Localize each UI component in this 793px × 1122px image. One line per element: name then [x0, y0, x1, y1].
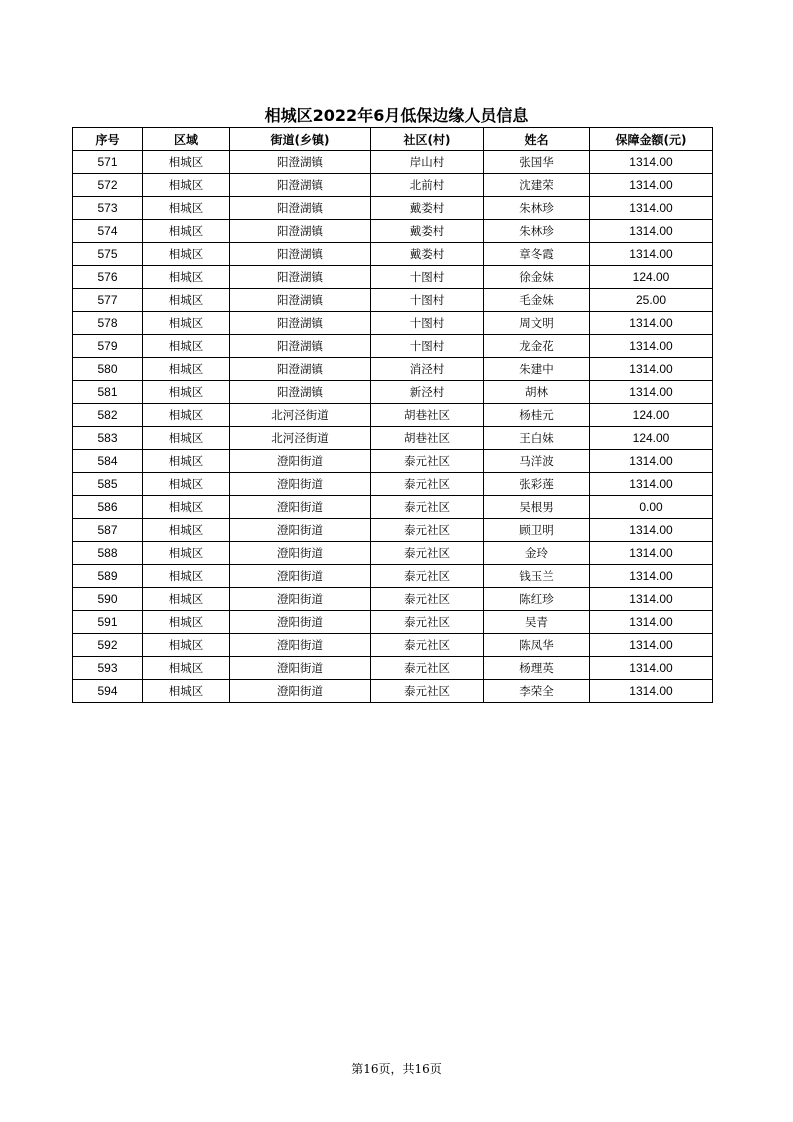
- table-row: [73, 243, 713, 266]
- page-footer: 第16页，共16页: [351, 1062, 442, 1076]
- header-name: 姓名: [484, 128, 590, 151]
- cell-name: 马洋波: [484, 450, 590, 473]
- cell-community: 泰元社区: [371, 542, 484, 565]
- cell-index: 573: [73, 197, 143, 220]
- cell-street: 澄阳街道: [230, 680, 371, 703]
- cell-street: 北河泾街道: [230, 427, 371, 450]
- table-row: [73, 151, 713, 174]
- cell-amount: 1314.00: [590, 358, 713, 381]
- table-row: [73, 197, 713, 220]
- cell-amount: 1314.00: [590, 657, 713, 680]
- cell-name: 朱建中: [484, 358, 590, 381]
- cell-index: 586: [73, 496, 143, 519]
- cell-index: 581: [73, 381, 143, 404]
- cell-name: 钱玉兰: [484, 565, 590, 588]
- cell-index: 593: [73, 657, 143, 680]
- cell-street: 澄阳街道: [230, 588, 371, 611]
- table-row: [73, 427, 713, 450]
- cell-name: 沈建荣: [484, 174, 590, 197]
- cell-amount: 1314.00: [590, 243, 713, 266]
- cell-street: 阳澄湖镇: [230, 289, 371, 312]
- header-row: [73, 128, 713, 151]
- cell-district: 相城区: [143, 450, 230, 473]
- table-row: [73, 404, 713, 427]
- cell-street: 阳澄湖镇: [230, 151, 371, 174]
- cell-index: 585: [73, 473, 143, 496]
- cell-name: 陈红珍: [484, 588, 590, 611]
- cell-index: 575: [73, 243, 143, 266]
- cell-amount: 124.00: [590, 266, 713, 289]
- cell-amount: 0.00: [590, 496, 713, 519]
- cell-community: 泰元社区: [371, 565, 484, 588]
- cell-name: 张国华: [484, 151, 590, 174]
- cell-district: 相城区: [143, 519, 230, 542]
- document-title: 相城区2022年6月低保边缘人员信息: [264, 106, 529, 125]
- cell-index: 594: [73, 680, 143, 703]
- cell-district: 相城区: [143, 151, 230, 174]
- table-row: [73, 335, 713, 358]
- cell-name: 吴青: [484, 611, 590, 634]
- cell-street: 澄阳街道: [230, 496, 371, 519]
- header-community: 社区(村): [371, 128, 484, 151]
- cell-name: 章冬霞: [484, 243, 590, 266]
- cell-amount: 1314.00: [590, 634, 713, 657]
- header-amount: 保障金额(元): [590, 128, 713, 151]
- cell-community: 十图村: [371, 312, 484, 335]
- table-row: [73, 496, 713, 519]
- cell-name: 朱林珍: [484, 197, 590, 220]
- cell-amount: 1314.00: [590, 174, 713, 197]
- cell-district: 相城区: [143, 266, 230, 289]
- cell-street: 阳澄湖镇: [230, 174, 371, 197]
- cell-index: 580: [73, 358, 143, 381]
- cell-amount: 1314.00: [590, 381, 713, 404]
- cell-district: 相城区: [143, 289, 230, 312]
- cell-name: 金玲: [484, 542, 590, 565]
- header-street: 街道(乡镇): [230, 128, 371, 151]
- table-row: [73, 266, 713, 289]
- table-body: [73, 151, 713, 703]
- cell-amount: 1314.00: [590, 680, 713, 703]
- cell-index: 588: [73, 542, 143, 565]
- cell-amount: 1314.00: [590, 542, 713, 565]
- cell-name: 杨桂元: [484, 404, 590, 427]
- recipients-table: [72, 127, 713, 703]
- cell-index: 572: [73, 174, 143, 197]
- cell-index: 574: [73, 220, 143, 243]
- cell-community: 泰元社区: [371, 519, 484, 542]
- cell-community: 岸山村: [371, 151, 484, 174]
- cell-street: 北河泾街道: [230, 404, 371, 427]
- cell-district: 相城区: [143, 657, 230, 680]
- cell-community: 消泾村: [371, 358, 484, 381]
- cell-name: 龙金花: [484, 335, 590, 358]
- cell-district: 相城区: [143, 588, 230, 611]
- table-row: [73, 588, 713, 611]
- cell-name: 朱林珍: [484, 220, 590, 243]
- cell-amount: 124.00: [590, 427, 713, 450]
- cell-amount: 124.00: [590, 404, 713, 427]
- cell-district: 相城区: [143, 220, 230, 243]
- cell-name: 杨理英: [484, 657, 590, 680]
- cell-community: 十图村: [371, 266, 484, 289]
- table-row: [73, 680, 713, 703]
- header-district: 区域: [143, 128, 230, 151]
- cell-amount: 1314.00: [590, 151, 713, 174]
- cell-amount: 1314.00: [590, 565, 713, 588]
- table-row: [73, 611, 713, 634]
- cell-name: 毛金妹: [484, 289, 590, 312]
- cell-amount: 1314.00: [590, 611, 713, 634]
- cell-index: 577: [73, 289, 143, 312]
- cell-street: 阳澄湖镇: [230, 220, 371, 243]
- cell-name: 徐金妹: [484, 266, 590, 289]
- cell-district: 相城区: [143, 634, 230, 657]
- cell-index: 578: [73, 312, 143, 335]
- cell-index: 592: [73, 634, 143, 657]
- cell-district: 相城区: [143, 496, 230, 519]
- cell-district: 相城区: [143, 404, 230, 427]
- cell-index: 582: [73, 404, 143, 427]
- cell-community: 泰元社区: [371, 496, 484, 519]
- cell-amount: 1314.00: [590, 473, 713, 496]
- cell-amount: 1314.00: [590, 519, 713, 542]
- cell-district: 相城区: [143, 243, 230, 266]
- cell-amount: 1314.00: [590, 220, 713, 243]
- table-row: [73, 473, 713, 496]
- table-row: [73, 312, 713, 335]
- cell-district: 相城区: [143, 565, 230, 588]
- cell-community: 戴娄村: [371, 243, 484, 266]
- cell-street: 阳澄湖镇: [230, 358, 371, 381]
- cell-amount: 1314.00: [590, 450, 713, 473]
- cell-street: 澄阳街道: [230, 611, 371, 634]
- cell-community: 泰元社区: [371, 473, 484, 496]
- cell-index: 584: [73, 450, 143, 473]
- cell-street: 阳澄湖镇: [230, 381, 371, 404]
- cell-district: 相城区: [143, 197, 230, 220]
- cell-community: 胡巷社区: [371, 427, 484, 450]
- cell-street: 澄阳街道: [230, 542, 371, 565]
- cell-index: 591: [73, 611, 143, 634]
- cell-community: 胡巷社区: [371, 404, 484, 427]
- cell-community: 泰元社区: [371, 450, 484, 473]
- cell-street: 阳澄湖镇: [230, 335, 371, 358]
- table-row: [73, 634, 713, 657]
- cell-name: 张彩莲: [484, 473, 590, 496]
- cell-community: 十图村: [371, 335, 484, 358]
- table-row: [73, 220, 713, 243]
- table-row: [73, 174, 713, 197]
- cell-community: 泰元社区: [371, 611, 484, 634]
- table-row: [73, 542, 713, 565]
- cell-index: 583: [73, 427, 143, 450]
- cell-index: 576: [73, 266, 143, 289]
- cell-district: 相城区: [143, 335, 230, 358]
- cell-index: 589: [73, 565, 143, 588]
- cell-street: 阳澄湖镇: [230, 197, 371, 220]
- cell-district: 相城区: [143, 680, 230, 703]
- cell-street: 澄阳街道: [230, 657, 371, 680]
- cell-district: 相城区: [143, 427, 230, 450]
- cell-index: 587: [73, 519, 143, 542]
- cell-name: 吴根男: [484, 496, 590, 519]
- cell-district: 相城区: [143, 542, 230, 565]
- cell-street: 澄阳街道: [230, 473, 371, 496]
- table-row: [73, 289, 713, 312]
- cell-district: 相城区: [143, 611, 230, 634]
- header-index: 序号: [73, 128, 143, 151]
- cell-name: 周文明: [484, 312, 590, 335]
- cell-street: 澄阳街道: [230, 450, 371, 473]
- cell-name: 顾卫明: [484, 519, 590, 542]
- table-row: [73, 657, 713, 680]
- cell-name: 李荣全: [484, 680, 590, 703]
- cell-index: 571: [73, 151, 143, 174]
- cell-community: 泰元社区: [371, 588, 484, 611]
- cell-district: 相城区: [143, 381, 230, 404]
- cell-street: 澄阳街道: [230, 565, 371, 588]
- cell-amount: 25.00: [590, 289, 713, 312]
- cell-street: 阳澄湖镇: [230, 312, 371, 335]
- cell-district: 相城区: [143, 358, 230, 381]
- cell-amount: 1314.00: [590, 335, 713, 358]
- cell-community: 泰元社区: [371, 680, 484, 703]
- cell-street: 阳澄湖镇: [230, 266, 371, 289]
- cell-district: 相城区: [143, 174, 230, 197]
- cell-community: 十图村: [371, 289, 484, 312]
- cell-district: 相城区: [143, 473, 230, 496]
- table-row: [73, 381, 713, 404]
- table-row: [73, 450, 713, 473]
- cell-index: 579: [73, 335, 143, 358]
- table-row: [73, 358, 713, 381]
- cell-street: 阳澄湖镇: [230, 243, 371, 266]
- table-row: [73, 519, 713, 542]
- cell-community: 新泾村: [371, 381, 484, 404]
- cell-name: 陈凤华: [484, 634, 590, 657]
- cell-amount: 1314.00: [590, 312, 713, 335]
- cell-index: 590: [73, 588, 143, 611]
- cell-community: 戴娄村: [371, 197, 484, 220]
- cell-community: 北前村: [371, 174, 484, 197]
- cell-district: 相城区: [143, 312, 230, 335]
- cell-amount: 1314.00: [590, 197, 713, 220]
- cell-name: 胡林: [484, 381, 590, 404]
- cell-street: 澄阳街道: [230, 634, 371, 657]
- cell-name: 王白妹: [484, 427, 590, 450]
- cell-street: 澄阳街道: [230, 519, 371, 542]
- cell-community: 泰元社区: [371, 657, 484, 680]
- cell-amount: 1314.00: [590, 588, 713, 611]
- cell-community: 戴娄村: [371, 220, 484, 243]
- table-header: [73, 128, 713, 151]
- cell-community: 泰元社区: [371, 634, 484, 657]
- table-row: [73, 565, 713, 588]
